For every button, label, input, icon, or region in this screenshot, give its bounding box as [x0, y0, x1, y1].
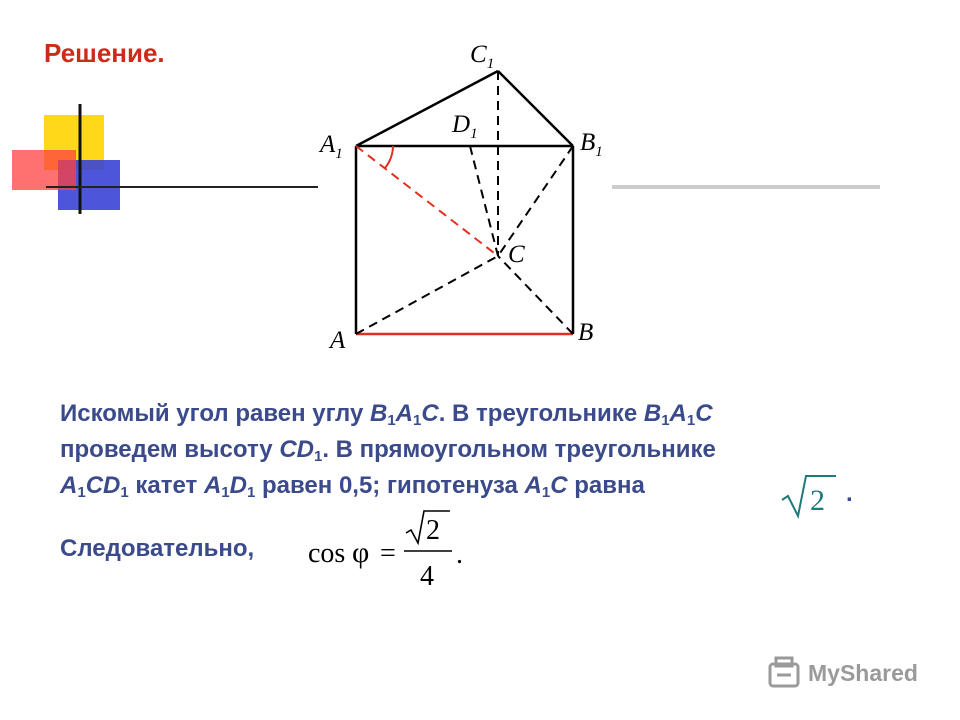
svg-text:=: = [380, 538, 396, 569]
svg-text:4: 4 [420, 561, 434, 592]
svg-text:2: 2 [810, 484, 825, 517]
svg-text:cos: cos [308, 538, 346, 569]
consequence-label: Следовательно, [60, 535, 255, 562]
label-d1: $D_1$ [452, 111, 478, 142]
label-a1: $A_1$ [320, 131, 343, 162]
label-b: B [578, 319, 594, 346]
myshared-logo-text: MyShared [808, 660, 918, 686]
label-c: C [508, 241, 525, 268]
slide-title: Решение. [44, 38, 165, 68]
sqrt-two [780, 470, 840, 520]
cos-formula [300, 505, 480, 595]
svg-text:2: 2 [426, 515, 440, 546]
prism-figure [300, 30, 640, 360]
solution-paragraph: Искомый угол равен углу $B_1A_1C$. В треугольнике $B_1A_1C$ проведем высоту $CD_1$. В прямоугольном треугольнике $A_1CD_1$ катет $A_1D_1$ равен 0,5; гипотенуза $A_1C$ равна [60, 400, 716, 501]
svg-text:φ: φ [352, 536, 370, 569]
label-a: A [330, 327, 346, 354]
red-square [12, 150, 76, 190]
label-c1: $C_1$ [470, 41, 495, 72]
sentence-period: . [846, 480, 853, 507]
label-b1: $B_1$ [580, 129, 603, 160]
svg-text:.: . [456, 539, 463, 570]
